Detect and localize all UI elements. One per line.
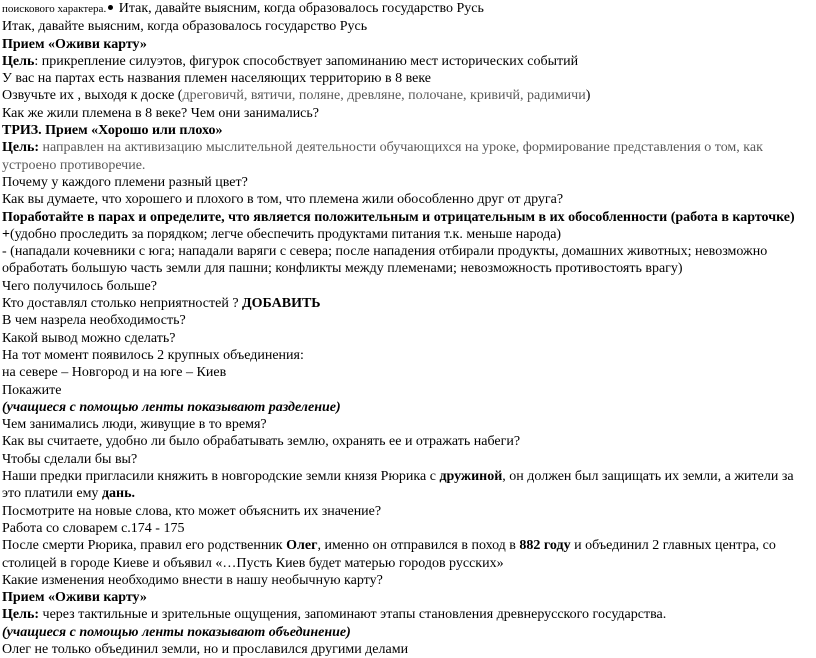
- doc-line-26-c: , он должен был защищать их земли, а жители за это платили ему: [2, 469, 794, 502]
- name-oleg: Олег: [286, 538, 318, 554]
- negative-points: - (нападали кочевники с юга; нападали варяги с севера; после нападения отбирали продукты, домашних животных; невозможно обработать большую часть земли для пашни; конфликты между племенами; невозможность противостоять врагу): [2, 244, 768, 277]
- goal-line-2: [2, 139, 814, 174]
- term-dan: дань.: [101, 486, 135, 502]
- doc-line-1-text: Итак, давайте выясним, когда образовалось государство Русь: [118, 1, 484, 16]
- goal-label-3: Цель:: [2, 607, 40, 623]
- doc-line-25: Чтобы сделали бы вы?: [2, 451, 138, 467]
- doc-line-15: Чего получилось больше?: [2, 278, 157, 294]
- goal-label-1: Цель: [2, 53, 35, 69]
- doc-line-23: Чем занимались люди, живущие в то время?: [2, 417, 267, 433]
- doc-line-28: Работа со словарем с.174 - 175: [2, 520, 185, 536]
- doc-line-1: [2, 0, 814, 18]
- goal-label-2: Цель:: [2, 140, 40, 156]
- ribbon-union-note: (учащиеся с помощью ленты показывают объединение): [2, 624, 351, 640]
- pair-work-instruction: Поработайте в парах и определите, что является положительным и отрицательным в их обособленности (работа в карточке): [2, 209, 795, 225]
- goal-line-1: [2, 53, 814, 70]
- plus-sign: +: [2, 226, 10, 242]
- doc-line-27: Посмотрите на новые слова, кто может объяснить их значение?: [2, 503, 382, 519]
- term-druzhina: дружиной: [439, 469, 503, 485]
- tribe-list: дреговичй, вятичи, поляне, древляне, полочане, кривичй, радимичи: [182, 88, 586, 104]
- bullet-icon: [108, 5, 113, 10]
- doc-line-16-a: Кто доставлял столько неприятностей ?: [2, 296, 243, 312]
- doc-line-5: У вас на партах есть названия племен населяющих территорию в 8 веке: [2, 71, 432, 87]
- positive-points-text: (удобно проследить за порядком; легче обеспечить продуктами питания т.к. меньше народа): [9, 226, 562, 242]
- technique-heading-1: Прием «Оживи карту»: [2, 36, 147, 52]
- doc-line-30: Какие изменения необходимо внести в нашу необычную карту?: [2, 572, 383, 588]
- technique-heading-2: ТРИЗ. Прием «Хорошо или плохо»: [2, 123, 223, 139]
- doc-line-34: Олег не только объединил земли, но и прославился другими делами: [2, 641, 409, 657]
- doc-line-6-a: Озвучьте их , выходя к доске (: [2, 88, 183, 104]
- doc-line-6: [2, 87, 814, 104]
- doc-line-2: Итак, давайте выясним, когда образовалось государство Русь: [2, 19, 368, 35]
- doc-line-17: В чем назрела необходимость?: [2, 313, 186, 329]
- doc-line-19: На тот момент появилось 2 крупных объединения:: [2, 347, 304, 363]
- doc-line-6-c: ): [585, 88, 591, 104]
- doc-line-20: на севере – Новгород и на юге – Киев: [2, 365, 227, 381]
- doc-line-29-c: , именно он отправился в поход в: [317, 538, 520, 554]
- doc-line-24: Как вы считаете, удобно ли было обрабатывать землю, охранять ее и отражать набеги?: [2, 434, 521, 450]
- goal-text-1: : прикрепление силуэтов, фигурок способствует запоминанию мест исторических событий: [34, 53, 579, 69]
- goal-line-3: [2, 606, 814, 623]
- year-882: 882 году: [519, 538, 571, 554]
- add-note: ДОБАВИТЬ: [242, 296, 321, 312]
- technique-heading-3: Прием «Оживи карту»: [2, 590, 147, 606]
- doc-line-29-a: После смерти Рюрика, правил его родственник: [2, 538, 287, 554]
- doc-line-18: Какой вывод можно сделать?: [2, 330, 176, 346]
- doc-line-29-e: и объединил 2 главных центра, со столицей в городе Киеве и объявил «…Пусть Киев будет матерью городов русских»: [2, 538, 776, 571]
- doc-line-26: [2, 468, 814, 503]
- positive-points: [2, 226, 814, 243]
- doc-line-10: Почему у каждого племени разный цвет?: [2, 174, 248, 190]
- doc-line-7: Как же жили племена в 8 веке? Чем они занимались?: [2, 105, 319, 121]
- doc-line-29: [2, 537, 814, 572]
- doc-line-16: [2, 295, 814, 312]
- doc-line-1-prefix: поискового характера.: [2, 3, 107, 15]
- doc-line-11: Как вы думаете, что хорошего и плохого в том, что племена жили обособленно друг от друга?: [2, 192, 564, 208]
- ribbon-separation-note: (учащиеся с помощью ленты показывают разделение): [2, 399, 341, 415]
- goal-text-2: направлен на активизацию мыслительной деятельности обучающихся на уроке, формирование представления о том, как устроено противоречие.: [2, 140, 763, 173]
- goal-text-3: через тактильные и зрительные ощущения, запоминают этапы становления древнерусского государства.: [39, 607, 667, 623]
- doc-line-26-a: Наши предки пригласили княжить в новгородские земли князя Рюрика с: [2, 469, 440, 485]
- doc-line-21: Покажите: [2, 382, 62, 398]
